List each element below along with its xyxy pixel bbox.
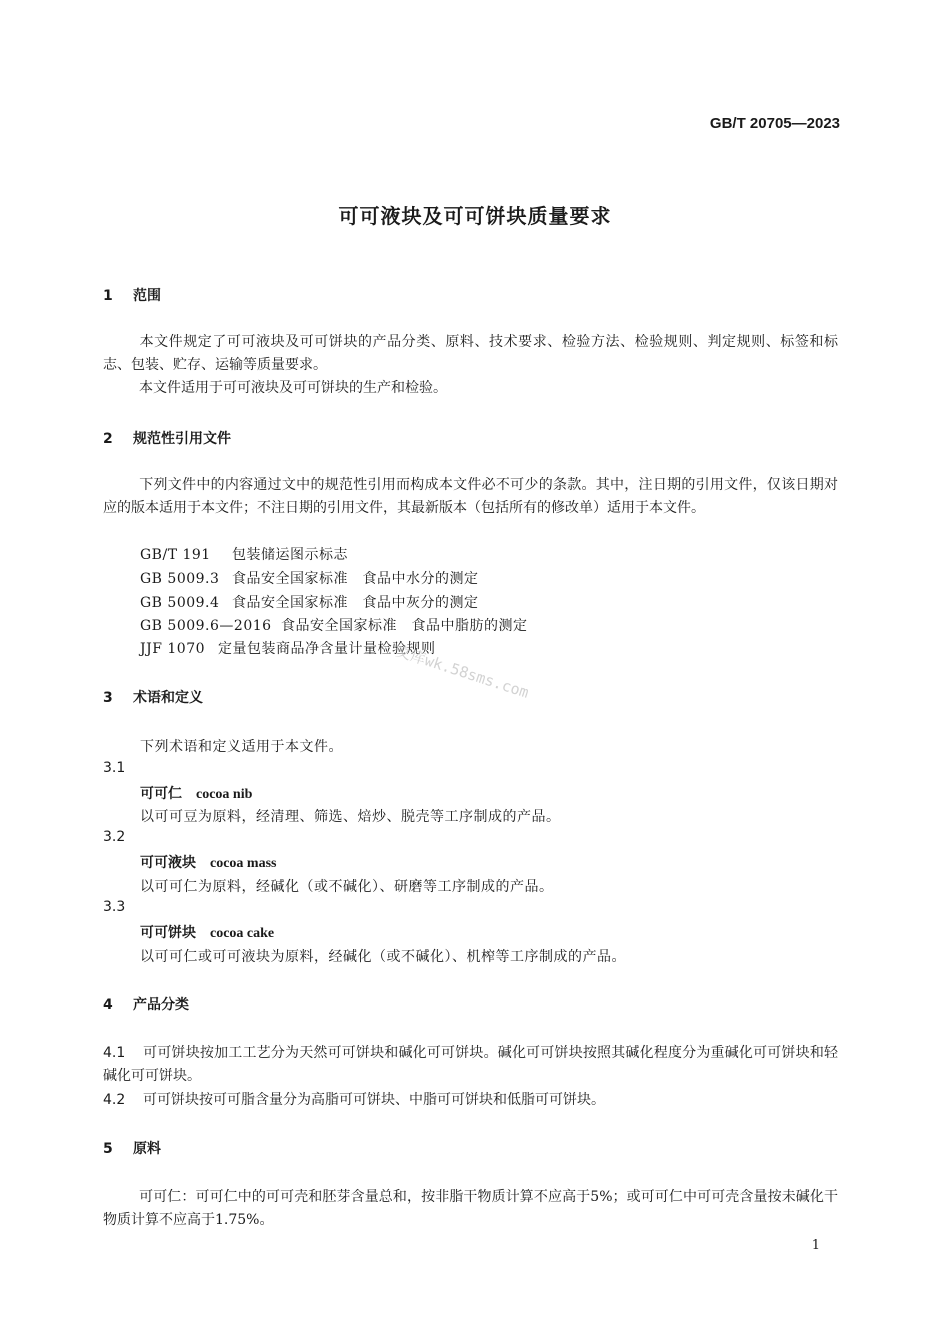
section-number: 4 <box>103 997 113 1013</box>
section-title: 规范性引用文件 <box>133 431 231 447</box>
section-2-paragraph-1: 下列文件中的内容通过文中的规范性引用而构成本文件必不可少的条款。其中，注日期的引用文件，仅该日期对应的版本适用于本文件；不注日期的引用文件，其最新版本（包括所有的修改单）适用于本文件。 <box>103 477 838 516</box>
term-heading: 可可液块 cocoa mass <box>140 855 277 871</box>
section-2-heading <box>103 428 231 448</box>
clause-4-1: 4.1 可可饼块按加工工艺分为天然可可饼块和碱化可可饼块。碱化可可饼块按照其碱化程度分为重碱化可可饼块和轻碱化可可饼块。 <box>103 1045 838 1084</box>
document-title: 可可液块及可可饼块质量要求 <box>338 204 612 228</box>
normative-reference: GB 5009.6—2016 食品安全国家标准 食品中脂肪的测定 <box>140 618 528 634</box>
section-number: 2 <box>103 431 113 447</box>
section-4-heading <box>103 994 189 1014</box>
term-definition: 以可可仁为原料，经碱化（或不碱化）、研磨等工序制成的产品。 <box>140 879 554 895</box>
section-5-heading <box>103 1138 161 1158</box>
section-3-intro: 下列术语和定义适用于本文件。 <box>140 739 343 755</box>
term-number: 3.2 <box>103 829 126 845</box>
section-1-paragraph-1: 本文件规定了可可液块及可可饼块的产品分类、原料、技术要求、检验方法、检验规则、判定规则、标签和标志、包装、贮存、运输等质量要求。 <box>103 334 838 373</box>
watermark: 文库wk.58sms.com <box>393 641 531 702</box>
section-5-paragraph-1: 可可仁：可可仁中的可可壳和胚芽含量总和，按非脂干物质计算不应高于5%；或可可仁中可可壳含量按未碱化干物质计算不应高于1.75%。 <box>103 1189 838 1228</box>
section-title: 术语和定义 <box>133 690 203 706</box>
section-3-heading <box>103 687 203 707</box>
standard-number: GB/T 20705—2023 <box>709 115 840 132</box>
section-number: 3 <box>103 690 113 706</box>
term-heading: 可可饼块 cocoa cake <box>140 925 275 941</box>
section-title: 产品分类 <box>133 997 189 1013</box>
normative-reference: GB 5009.4 食品安全国家标准 食品中灰分的测定 <box>140 595 479 611</box>
term-definition: 以可可豆为原料，经清理、筛选、焙炒、脱壳等工序制成的产品。 <box>140 809 561 825</box>
term-heading: 可可仁 cocoa nib <box>140 786 253 802</box>
normative-reference: JJF 1070 定量包装商品净含量计量检验规则 <box>140 641 436 657</box>
section-title: 原料 <box>133 1141 161 1157</box>
section-1-paragraph-2: 本文件适用于可可液块及可可饼块的生产和检验。 <box>139 380 447 396</box>
term-definition: 以可可仁或可可液块为原料，经碱化（或不碱化）、机榨等工序制成的产品。 <box>140 949 626 965</box>
section-1-heading <box>103 285 161 305</box>
term-number: 3.1 <box>103 760 126 776</box>
page-number: 1 <box>811 1238 820 1253</box>
normative-reference: GB/T 191 包装储运图示标志 <box>140 547 348 563</box>
clause-4-2: 4.2 可可饼块按可可脂含量分为高脂可可饼块、中脂可可饼块和低脂可可饼块。 <box>103 1092 605 1108</box>
normative-reference: GB 5009.3 食品安全国家标准 食品中水分的测定 <box>140 571 479 587</box>
section-title: 范围 <box>133 288 161 304</box>
section-number: 5 <box>103 1141 113 1157</box>
section-number: 1 <box>103 288 113 304</box>
term-number: 3.3 <box>103 899 126 915</box>
